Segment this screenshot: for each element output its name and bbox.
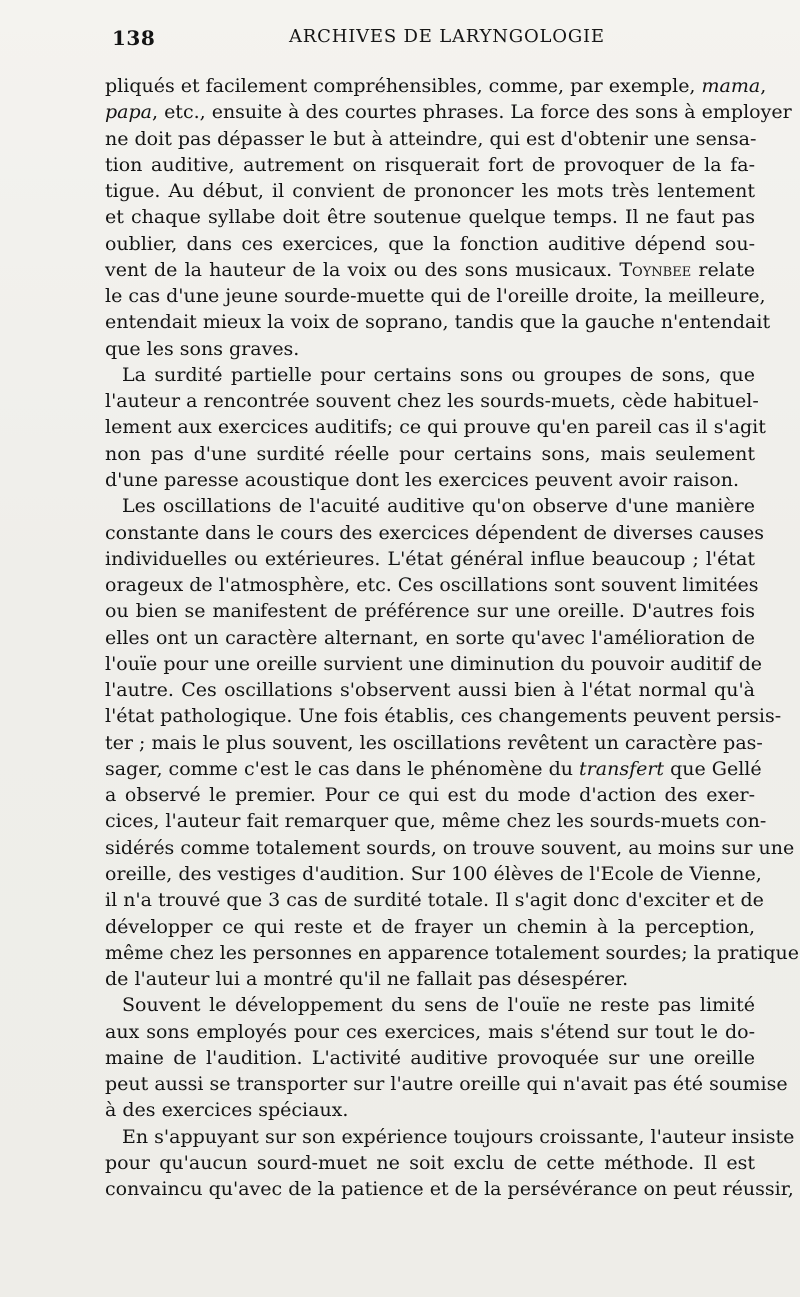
text-line: ou bien se manifestent de préférence sur une oreille. D'autres fois bbox=[105, 600, 755, 623]
text-line: cices, l'auteur fait remarquer que, même chez les sourds-muets con- bbox=[105, 810, 767, 833]
text-line: tigue. Au début, il convient de prononcer les mots très lentement bbox=[105, 180, 755, 203]
text-line: sager, comme c'est le cas dans le phénomène du transfert que Gellé bbox=[105, 757, 762, 780]
text-line: constante dans le cours des exercices dépendent de diverses causes bbox=[105, 521, 764, 544]
text-line: aux sons employés pour ces exercices, mais s'étend sur tout le do- bbox=[105, 1020, 755, 1043]
text-line: Souvent le développement du sens de l'ouïe ne reste pas limité bbox=[122, 994, 755, 1017]
text-line: tion auditive, autrement on risquerait fort de provoquer de la fa- bbox=[105, 153, 755, 176]
text-line: papa, etc., ensuite à des courtes phrases. La force des sons à employer bbox=[105, 101, 792, 124]
text-line: peut aussi se transporter sur l'autre oreille qui n'avait pas été soumise bbox=[105, 1073, 788, 1096]
page-header bbox=[112, 26, 744, 56]
text-line: individuelles ou extérieures. L'état général influe beaucoup ; l'état bbox=[105, 547, 755, 570]
text-line: même chez les personnes en apparence totalement sourdes; la pratique bbox=[105, 941, 800, 964]
text-line: Les oscillations de l'acuité auditive qu'on observe d'une manière bbox=[122, 495, 755, 518]
text-line: à des exercices spéciaux. bbox=[105, 1099, 349, 1122]
text-line: pliqués et facilement compréhensibles, comme, par exemple, mama, bbox=[105, 75, 767, 97]
text-line: elles ont un caractère alternant, en sorte qu'avec l'amélioration de bbox=[105, 626, 755, 649]
text-line: de l'auteur lui a montré qu'il ne fallait pas désespérer. bbox=[105, 968, 629, 991]
text-line: lement aux exercices auditifs; ce qui prouve qu'en pareil cas il s'agit bbox=[105, 416, 766, 439]
text-line: développer ce qui reste et de frayer un chemin à la perception, bbox=[105, 915, 755, 938]
text-line: a observé le premier. Pour ce qui est du mode d'action des exer- bbox=[105, 784, 755, 807]
text-line: l'état pathologique. Une fois établis, ces changements peuvent persis- bbox=[105, 705, 782, 728]
running-head: ARCHIVES DE LARYNGOLOGIE bbox=[289, 26, 605, 47]
body-text bbox=[105, 73, 800, 1202]
text-line: que les sons graves. bbox=[105, 337, 300, 360]
text-line: non pas d'une surdité réelle pour certains sons, mais seulement bbox=[105, 442, 755, 465]
text-line: convaincu qu'avec de la patience et de la persévérance on peut réussir, bbox=[105, 1178, 794, 1201]
text-line: vent de la hauteur de la voix ou des sons musicaux. Toynbee relate bbox=[105, 258, 755, 281]
text-line: maine de l'audition. L'activité auditive provoquée sur une oreille bbox=[105, 1046, 755, 1069]
text-line: ne doit pas dépasser le but à atteindre, qui est d'obtenir une sensa- bbox=[105, 127, 757, 150]
text-line: orageux de l'atmosphère, etc. Ces oscillations sont souvent limitées bbox=[105, 574, 759, 597]
text-line: entendait mieux la voix de soprano, tandis que la gauche n'entendait bbox=[105, 311, 771, 334]
text-line: sidérés comme totalement sourds, on trouve souvent, au moins sur une bbox=[105, 836, 795, 859]
text-line: pour qu'aucun sourd-muet ne soit exclu de cette méthode. Il est bbox=[105, 1151, 755, 1174]
text-line: ter ; mais le plus souvent, les oscillations revêtent un caractère pas- bbox=[105, 731, 763, 754]
page-number: 138 bbox=[112, 26, 156, 50]
text-line: il n'a trouvé que 3 cas de surdité totale. Il s'agit donc d'exciter et de bbox=[105, 889, 764, 912]
text-line: l'autre. Ces oscillations s'observent aussi bien à l'état normal qu'à bbox=[105, 679, 755, 702]
text-line: le cas d'une jeune sourde-muette qui de l'oreille droite, la meilleure, bbox=[105, 285, 766, 308]
text-line: En s'appuyant sur son expérience toujours croissante, l'auteur insiste bbox=[122, 1125, 795, 1148]
text-line: oublier, dans ces exercices, que la fonction auditive dépend sou- bbox=[105, 232, 755, 255]
text-line: d'une paresse acoustique dont les exercices peuvent avoir raison. bbox=[105, 468, 740, 491]
text-line: oreille, des vestiges d'audition. Sur 100 élèves de l'Ecole de Vienne, bbox=[105, 862, 762, 885]
text-line: l'ouïe pour une oreille survient une diminution du pouvoir auditif de bbox=[105, 652, 763, 675]
text-line: et chaque syllabe doit être soutenue quelque temps. Il ne faut pas bbox=[105, 206, 755, 229]
text-line: l'auteur a rencontrée souvent chez les sourds-muets, cède habituel- bbox=[105, 390, 759, 413]
text-line: La surdité partielle pour certains sons ou groupes de sons, que bbox=[122, 363, 755, 386]
